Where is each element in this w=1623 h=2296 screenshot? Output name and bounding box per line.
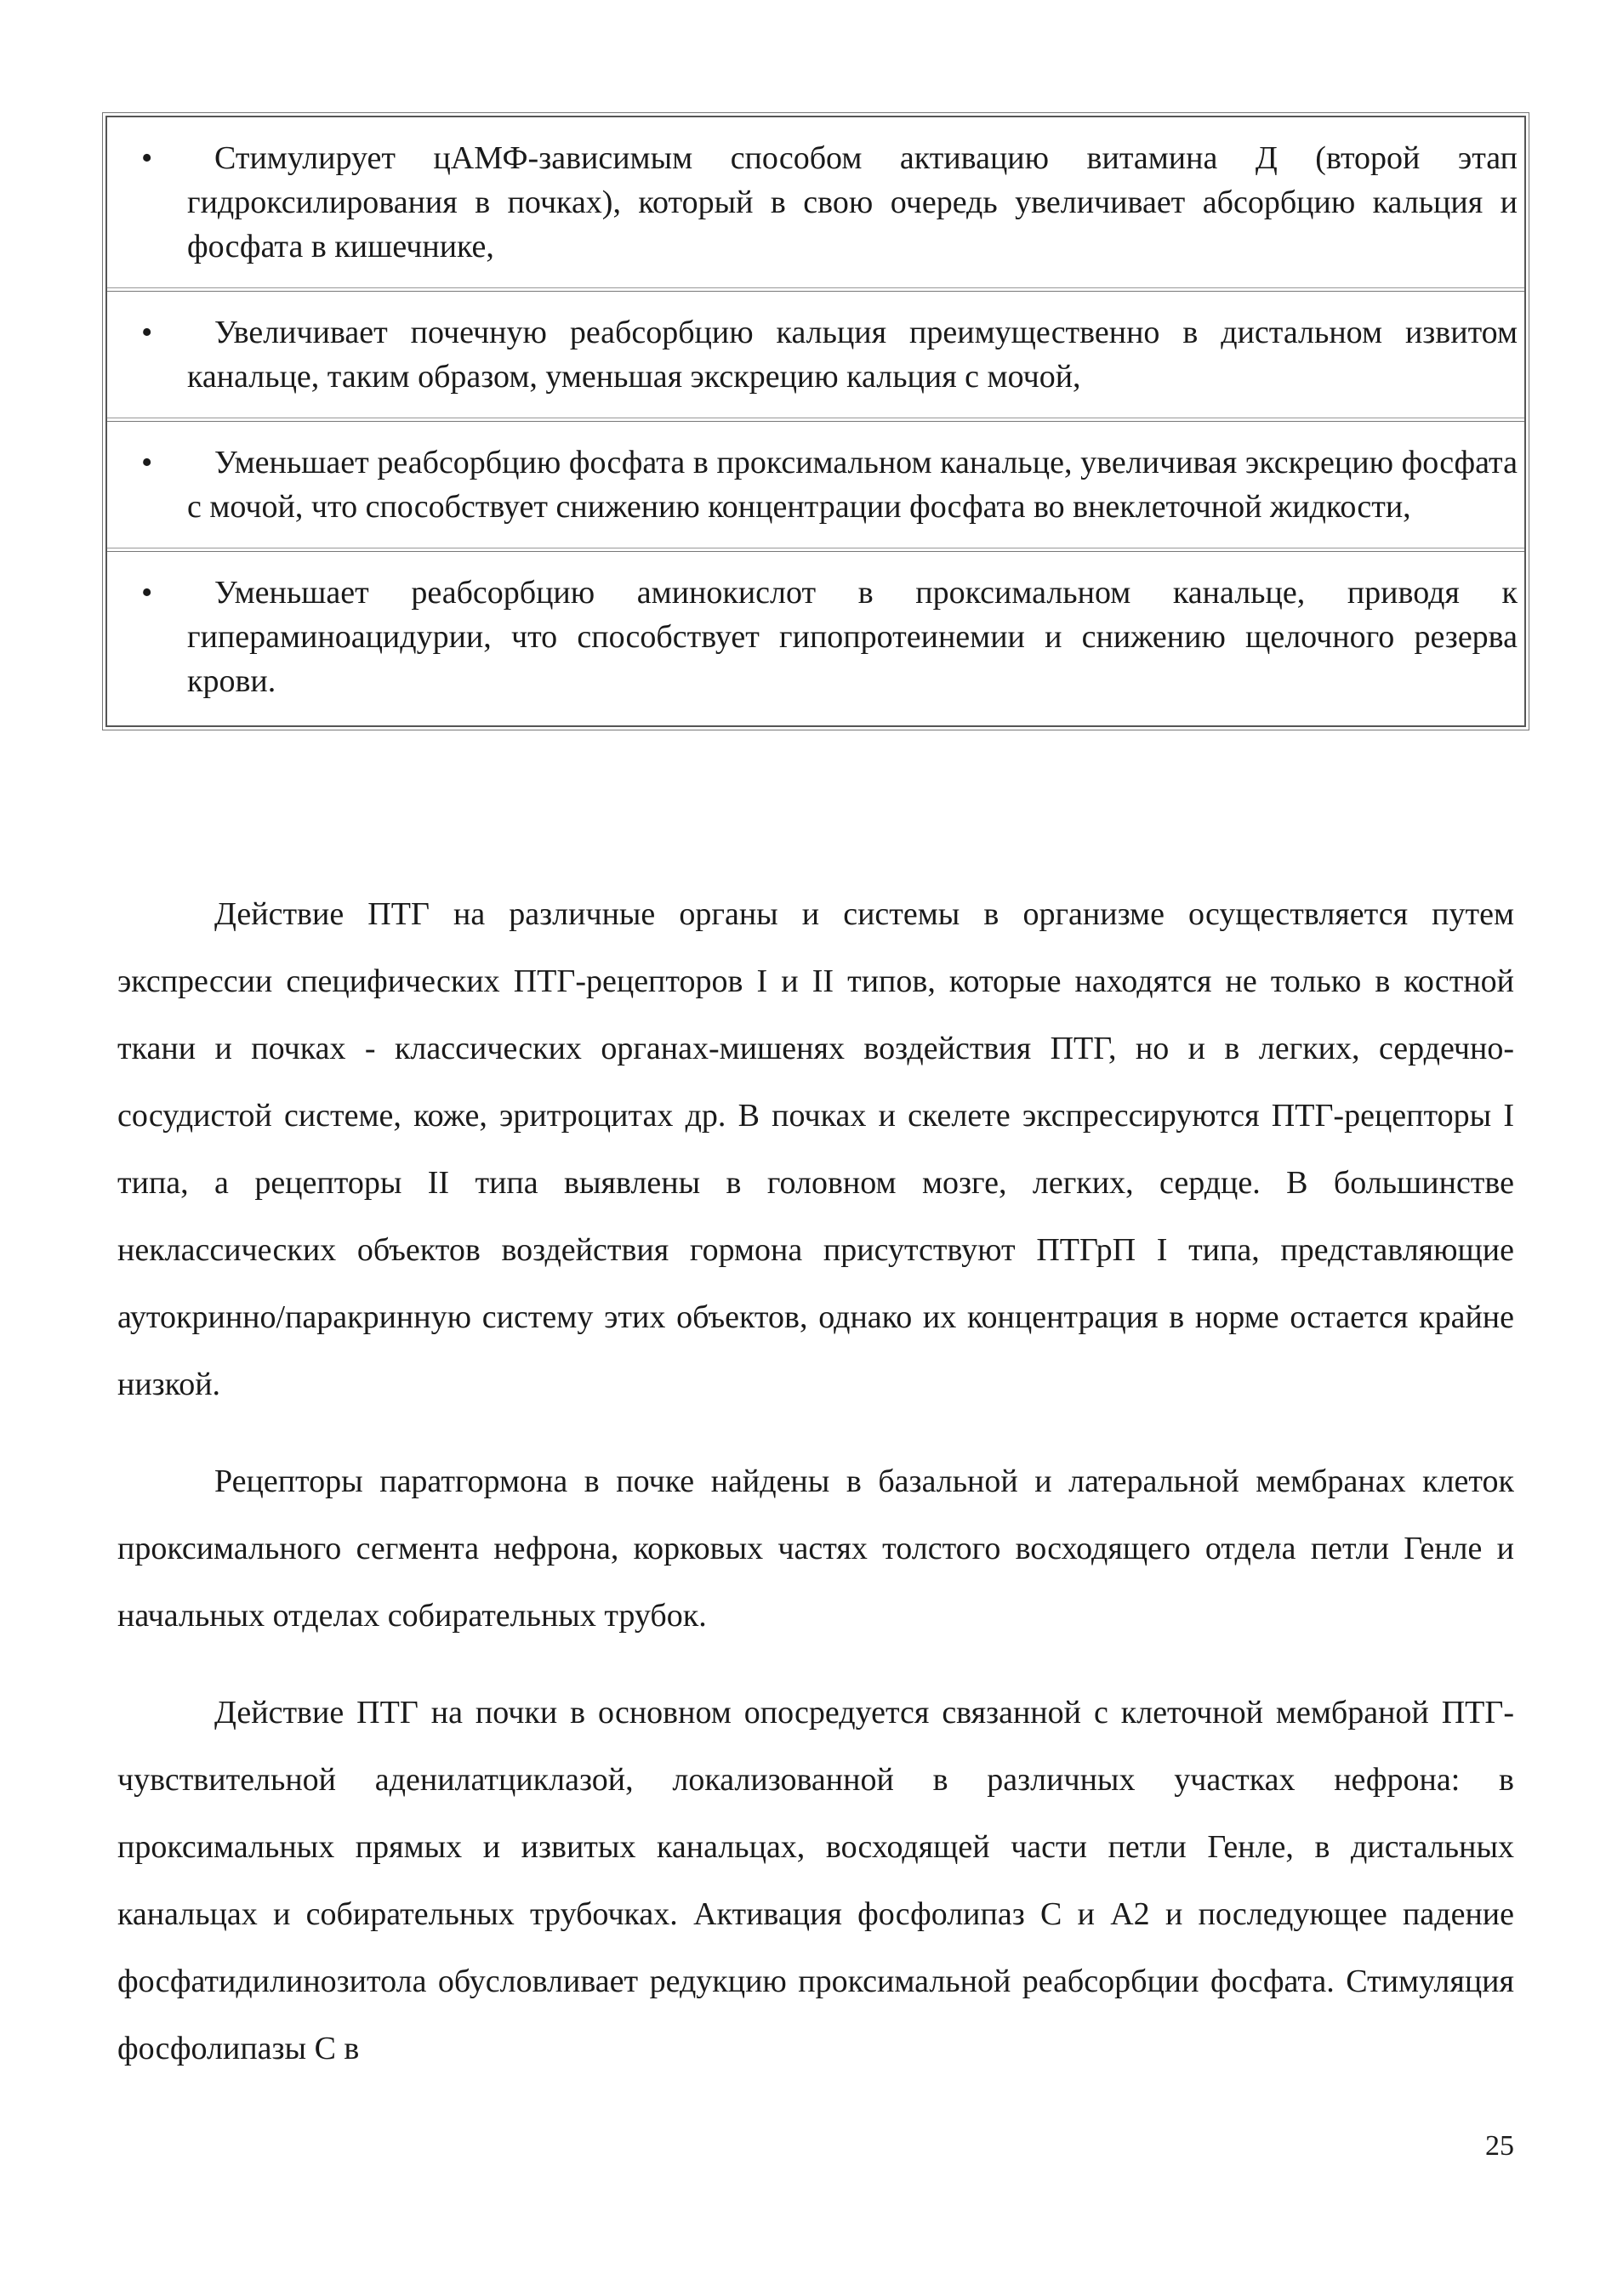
bullet-dot-icon: •: [141, 445, 153, 480]
bullet-row: [107, 292, 1524, 422]
paragraph: Действие ПТГ на почки в основном опосредуется связанной с клеточной мембраной ПТГ-чувствительной аденилатциклазой, локализованной в различных участках нефрона: в проксимальных прямых и извитых канальцах, восходящей части петли Генле, в дистальных канальцах и собирательных трубочках. Активация фосфолипаз С и А2 и последующее падение фосфатидилинозитола обусловливает редукцию проксимальной реабсорбции фосфата. Стимуляция фосфолипазы С в: [117, 1695, 1514, 2066]
body-text: [117, 881, 1514, 2083]
page-number: 25: [1485, 2130, 1514, 2162]
bullet-text: Увеличивает почечную реабсорбцию кальция преимущественно в дистальном извитом канальце, таким образом, уменьшая экскрецию кальция с мочой,: [187, 315, 1518, 395]
bullet-text: Уменьшает реабсорбцию аминокислот в проксимальном канальце, приводя к гипераминоацидурии, что способствует гипопротеинемии и снижению щелочного резерва крови.: [187, 575, 1518, 699]
paragraph: Действие ПТГ на различные органы и системы в организме осуществляется путем экспрессии специфических ПТГ-рецепторов I и II типов, которые находятся не только в костной ткани и почках - классических органах-мишенях воздействия ПТГ, но и в легких, сердечно-сосудистой системе, коже, эритроцитах др. В почках и скелете экспрессируются ПТГ-рецепторы I типа, а рецепторы II типа выявлены в головном мозге, легких, сердце. В большинстве неклассических объектов воздействия гормона присутствуют ПТГрП I типа, представляющие аутокринно/паракринную систему этих объектов, однако их концентрация в норме остается крайне низкой.: [117, 896, 1514, 1402]
bullet-dot-icon: •: [141, 575, 153, 611]
bullet-row: [107, 117, 1524, 292]
bullet-row: [107, 552, 1524, 725]
bullet-text: Уменьшает реабсорбцию фосфата в проксимальном канальце, увеличивая экскрецию фосфата с мочой, что способствует снижению концентрации фосфата во внеклеточной жидкости,: [187, 445, 1518, 525]
bullet-dot-icon: •: [141, 140, 153, 176]
paragraph: Рецепторы паратгормона в почке найдены в базальной и латеральной мембранах клеток проксимального сегмента нефрона, корковых частях толстого восходящего отдела петли Генле и начальных отделах собирательных трубок.: [117, 1463, 1514, 1634]
bullet-table: [105, 116, 1526, 727]
bullet-text: Стимулирует цАМФ-зависимым способом активацию витамина Д (второй этап гидроксилирования в почках), который в свою очередь увеличивает абсорбцию кальция и фосфата в кишечнике,: [187, 140, 1518, 264]
bullet-dot-icon: •: [141, 315, 153, 350]
bullet-row: [107, 422, 1524, 552]
